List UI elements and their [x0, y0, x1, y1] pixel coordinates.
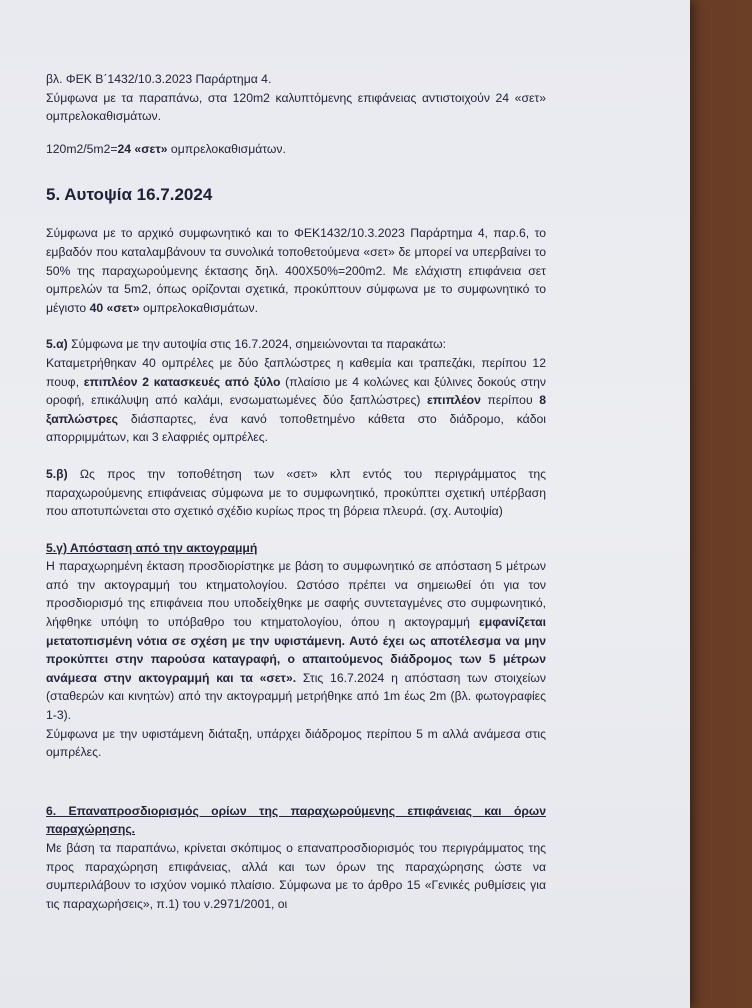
- section-5b-paragraph: [46, 465, 546, 521]
- s5a-bold-3: 8 ξαπλώστρες: [46, 393, 546, 426]
- intro-line-1: βλ. ΦΕΚ Β΄1432/10.3.2023 Παράρτημα 4.: [46, 72, 272, 86]
- calc-prefix: 120m2/5m2=: [46, 141, 118, 156]
- s5c-text-2: Στις 16.7.2024 η απόσταση των στοιχείων (σταθερών και κινητών) από την ακτογραμμή μετρήθηκε από 1m έως 2m (βλ. φωτογραφίες 1-3).: [46, 670, 546, 723]
- s5a-text-4: διάσπαρτες, ένα κανό τοποθετημένο κάθετα στο διάδρομο, κάδοι απορριμμάτων, και 3 ελαφριές ομπρέλες.: [46, 411, 546, 445]
- s5a-intro: Σύμφωνα με την αυτοψία στις 16.7.2024, σημειώνονται τα παρακάτω:: [67, 337, 447, 352]
- intro-calculation: [46, 140, 546, 159]
- s5b-heading: 5.β): [46, 466, 68, 481]
- s5a-text-3: περίπου: [480, 393, 540, 408]
- s5a-text-2: (πλαίσιο με 4 κολώνες και ξύλινες δοκούς στην οροφή, επικάλυψη από καλάμι, ενσωματωμένες δύο ξαπλώστρες): [46, 374, 546, 408]
- s5c-heading-text: 5.γ) Απόσταση από την ακτογραμμή: [46, 540, 258, 555]
- intro-line-2: Σύμφωνα με τα παραπάνω, στα 120m2 καλυπτόμενης επιφάνειας αντιστοιχούν 24 «σετ» ομπρελοκαθισμάτων.: [46, 90, 546, 124]
- s6-heading-text: 6. Επαναπροσδιορισμός ορίων της παραχωρούμενης επιφάνειας και όρων παραχώρησης.: [46, 803, 546, 837]
- s5a-bold-2: επιπλέον: [426, 393, 481, 408]
- s5c-text-3: Σύμφωνα με την υφιστάμενη διάταξη, υπάρχει διάδρομος περίπου 5 m αλλά ανάμεσα στις ομπρέλες.: [46, 726, 546, 760]
- section-6-heading: [46, 802, 546, 839]
- s5c-text-1: Η παραχωρημένη έκταση προσδιορίστηκε με βάση το συμφωνητικό σε απόσταση 5 μέτρων από την ακτογραμμή του κτηματολογίου. Ωστόσο πρέπει να σημειωθεί ότι για τον προσδιορισμό της επιφάνεια που υποδείχθηκε με σαφής συντεταγμένες στο συμφωνητικό, λήφθηκε υπόψη το υπόβαθρο του κτηματολογίου, όπου η ακτογραμμή: [46, 559, 546, 630]
- s5-bold: 40 «σετ»: [89, 300, 140, 315]
- s5a-bold-1: επιπλέον 2 κατασκευές από ξύλο: [83, 374, 281, 389]
- s5-text-a: Σύμφωνα με το αρχικό συμφωνητικό και το ΦΕΚ1432/10.3.2023 Παράρτημα 4, παρ.6, το εμβαδόν που καταλαμβάνουν τα συνολικά τοποθετούμενα «σετ» δε μπορεί να υπερβαίνει το 50% της παραχωρούμενης έκτασης δηλ. 400Χ50%=200m2. Με ελάχιστη επιφάνεια σετ ομπρελών τα 5m2, όπως ορίζονται σχετικά, προκύπτουν σύμφωνα με το συμφωνητικό το μέγιστο: [46, 226, 546, 315]
- section-5c-paragraph: [46, 557, 546, 762]
- s5c-bold-1: εμφανίζεται μετατοπισμένη νότια σε σχέση με την υφιστάμενη. Αυτό έχει ως αποτέλεσμα να μην προκύπτει στην παρούσα καταγραφή, ο απαιτούμενος διάδρομος των 5 μέτρων ανάμεσα στην ακτογραμμή και τα «σετ».: [46, 615, 546, 685]
- intro-reference: [46, 70, 546, 126]
- s5-text-b: ομπρελοκαθισμάτων.: [139, 300, 259, 315]
- calc-bold: 24 «σετ»: [117, 141, 168, 156]
- s5a-heading: 5.α): [46, 337, 68, 352]
- section-6-paragraph: Με βάση τα παραπάνω, κρίνεται σκόπιμος ο επαναπροσδιορισμός του περιγράμματος της προς παραχώρηση επιφάνειας, αλλά και των όρων της παραχώρησης ώστε να συμπεριλάβουν το ισχύον νομικό πλαίσιο. Σύμφωνα με το άρθρο 15 «Γενικές ρυθμίσεις για τις παραχωρήσεις», π.1) του ν.2971/2001, οι: [46, 841, 546, 911]
- section-5-heading: 5. Αυτοψία 16.7.2024: [46, 185, 213, 205]
- section-5-paragraph: [46, 224, 546, 317]
- calc-suffix: ομπρελοκαθισμάτων.: [167, 141, 286, 156]
- s5b-text: Ως προς την τοποθέτηση των «σετ» κλπ εντός του περιγράμματος της παραχωρούμενης επιφάνειας σύμφωνα με το συμφωνητικό, προκύπτει σχετική υπέρβαση που αποτυπώνεται στο σχετικό σχέδιο κυρίως προς τη βόρεια πλευρά. (σχ. Αυτοψία): [46, 466, 546, 519]
- section-5c-heading: [46, 539, 546, 558]
- section-5a-paragraph: [46, 335, 546, 447]
- document-body: [46, 70, 546, 913]
- s5a-text-1: Καταμετρήθηκαν 40 ομπρέλες με δύο ξαπλώστρες η καθεμία και τραπεζάκι, περίπου 12 πουφ,: [46, 355, 546, 389]
